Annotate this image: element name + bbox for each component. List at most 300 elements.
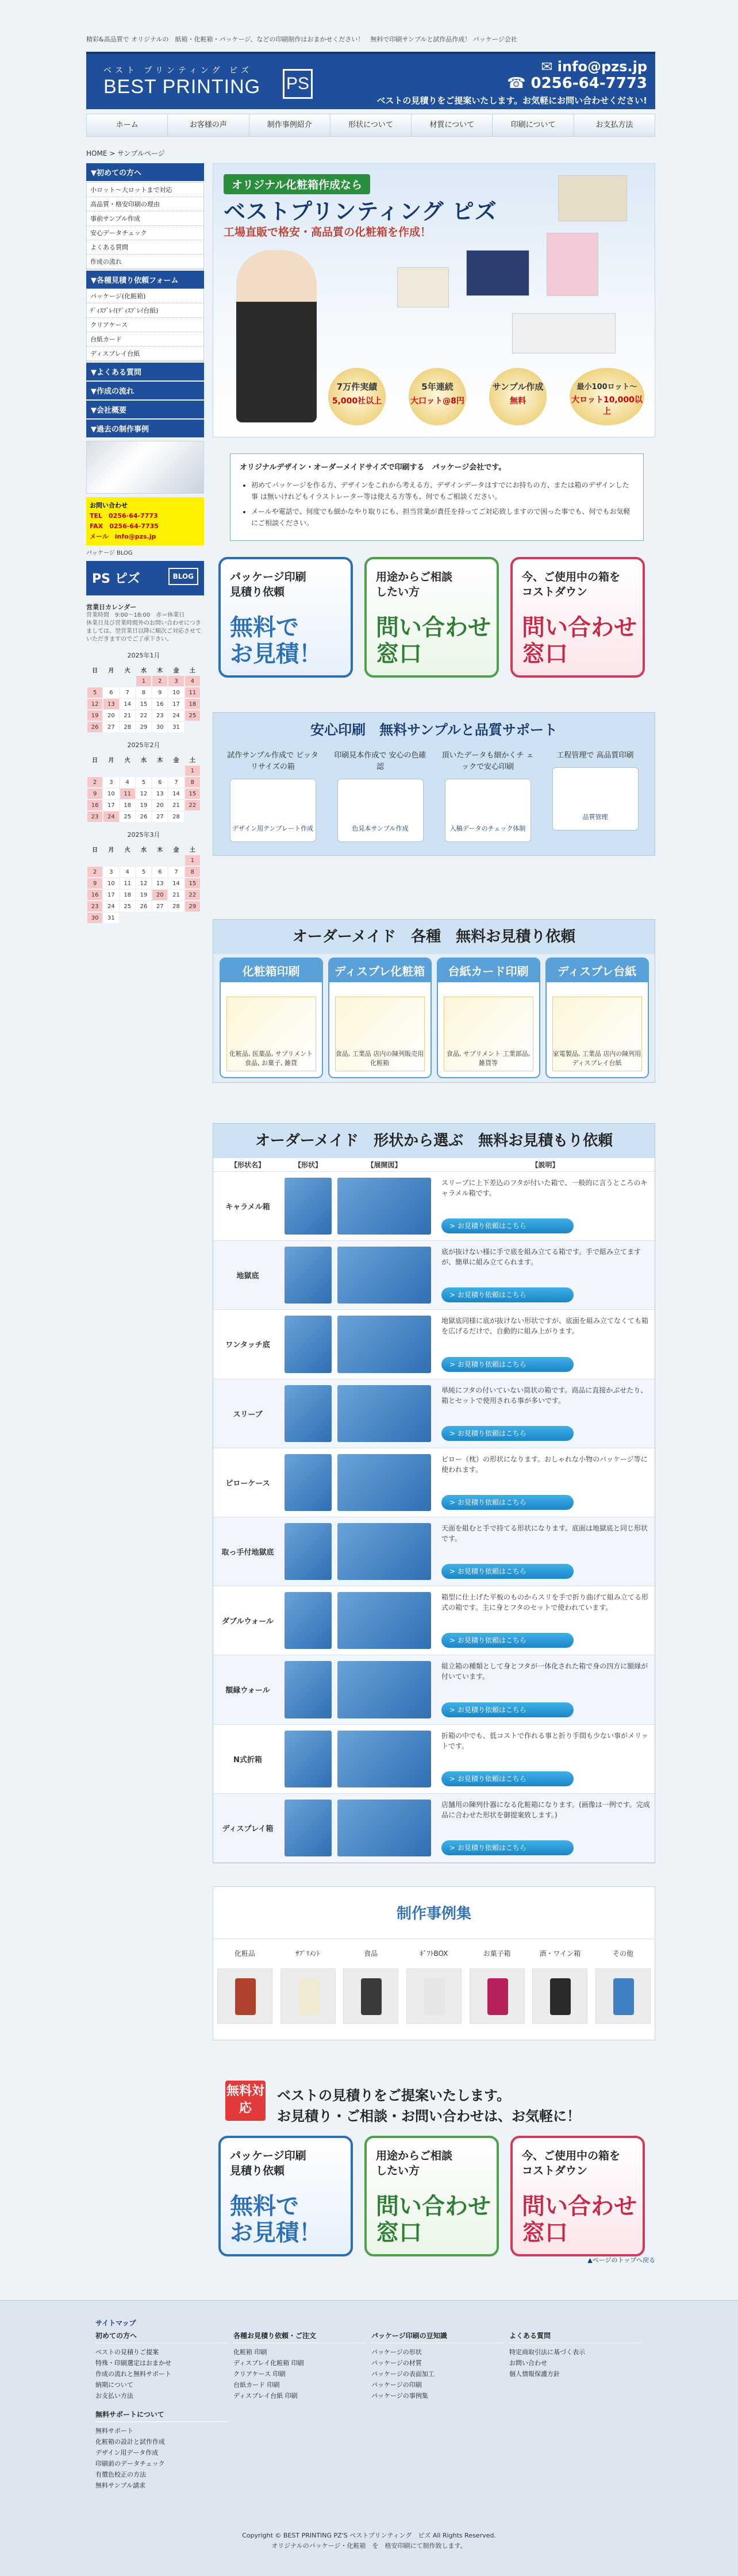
calendar-day: 21 [168, 800, 183, 810]
shape-description-text: 底が抜けない様に手で底を組み立てる箱です。手で組み立てますが、簡単に組み立てられます。 [441, 1248, 641, 1267]
calendar-weekday: 日 [92, 757, 98, 764]
calendar-note: 休業日及び営業時間外のお問い合わせにつきましては、翌営業日以降に順次ご対応させていただきますのでご了承下さい。 [86, 620, 201, 643]
calendar-day [168, 913, 183, 923]
calendar-day: 24 [103, 812, 118, 822]
nav-materials[interactable]: 材質について [412, 114, 493, 136]
footer-link[interactable]: 作成の流れと無料サポート [95, 2370, 171, 2378]
calendar-day: 14 [168, 789, 183, 799]
footer-col-forms [233, 2331, 366, 2401]
development-image[interactable] [337, 1661, 431, 1718]
sidebar-item[interactable]: クリアケース [87, 318, 203, 332]
case-item[interactable] [594, 1948, 652, 2024]
case-item[interactable] [279, 1948, 337, 2024]
shape-description-text: 地獄底同様に底が抜けない形状ですが、底面を組み立てなくても箱を広げるだけで、自動的に組み上がります。 [441, 1317, 649, 1336]
sample-item[interactable] [439, 750, 537, 842]
development-image[interactable] [337, 1385, 431, 1442]
cta-estimate-button[interactable] [218, 2136, 353, 2256]
shape-image[interactable] [285, 1454, 332, 1511]
bottom-line2: お見積り・ご相談・お問い合わせは、お気軽に！ [277, 2108, 581, 2124]
sidebar-item[interactable]: 事前サンプル作成 [87, 212, 203, 226]
calendar-month: 2025年3月 [127, 831, 160, 839]
bottom-cta [213, 2081, 655, 2270]
hero-badge-sample [489, 368, 547, 425]
calendar-day [152, 766, 167, 776]
footer-link[interactable]: ディスプレイ化粧箱 印刷 [233, 2359, 304, 2367]
sidebar-item[interactable]: ﾃﾞｨｽﾌﾟﾚｲ(ﾃﾞｨｽﾌﾟﾚｲ台紙) [87, 303, 203, 318]
calendar-day: 17 [168, 699, 183, 709]
calendar-day [103, 855, 118, 866]
calendar-day [136, 913, 151, 923]
calendar-day: 23 [87, 812, 102, 822]
calendar-weekday: 日 [92, 847, 98, 853]
shape-description [435, 1310, 656, 1378]
data-check-icon: 入稿データのチェック体制 [445, 779, 531, 842]
sidebar-head-first[interactable]: ▼初めての方へ [86, 163, 204, 182]
sidebar-item[interactable]: 作成の流れ [87, 255, 203, 269]
calendar-weekday: 土 [189, 847, 195, 853]
footer-col-title[interactable]: 無料サポートについて [95, 2409, 228, 2422]
calendar-day: 16 [152, 699, 167, 709]
calendar-day: 22 [185, 890, 200, 900]
calendar-day: 6 [103, 687, 118, 698]
cta-main [376, 614, 491, 667]
nav-payment[interactable]: お支払方法 [595, 121, 633, 129]
contact-tel[interactable]: TEL 0256-64-7773 [90, 512, 158, 520]
footer-link[interactable]: パッケージの材質 [371, 2359, 422, 2367]
calendar-day: 21 [168, 890, 183, 900]
calendar-day: 11 [120, 789, 135, 799]
header-mail-link[interactable]: ✉ info@pzs.jp [541, 59, 647, 75]
calendar-day: 14 [168, 878, 183, 889]
footer-link[interactable]: ベストの見積りご提案 [95, 2348, 159, 2356]
shape-image[interactable] [285, 1523, 332, 1580]
sidebar-products-image[interactable] [86, 441, 204, 494]
badge-label: 7万件実績 [336, 382, 378, 392]
hero-product-image [397, 267, 449, 307]
cta-consult-button[interactable] [364, 557, 499, 678]
cta-main [376, 2193, 491, 2246]
cta-sub [230, 570, 306, 599]
quality-icon: 品質管理 [552, 767, 639, 831]
footer-link[interactable]: 納期について [95, 2381, 133, 2389]
case-image [343, 1968, 398, 2024]
calendar-day: 19 [136, 890, 151, 900]
calendar-day [87, 676, 102, 686]
shape-row [213, 1379, 655, 1448]
nav-voices[interactable]: お客様の声 [168, 114, 249, 136]
free-badge: 無料対応 [225, 2081, 266, 2121]
calendar-day: 7 [168, 867, 183, 877]
shape-image[interactable] [285, 1800, 332, 1856]
sample-item[interactable] [332, 750, 429, 842]
calendar-weekday: 月 [108, 847, 114, 853]
shape-row [213, 1725, 655, 1794]
order-card-text: 化粧品, 医薬品, サプリメント 食品, お菓子, 雑貨 [226, 997, 316, 1071]
footer-link[interactable]: 特殊・印刷選定はおまかせ [95, 2359, 171, 2367]
calendar-month: 2025年1月 [127, 652, 160, 659]
shape-description-text: スリーブに上下差込のフタが付いた箱で、一般的に言うところのキャラメル箱です。 [441, 1179, 648, 1197]
shape-rows [213, 1172, 655, 1863]
calendar-day: 22 [185, 800, 200, 810]
estimate-request-button[interactable]: > お見積り依頼はこちら [441, 1287, 574, 1302]
hero-banner [213, 163, 655, 437]
estimate-request-button[interactable]: > お見積り依頼はこちら [441, 1426, 574, 1441]
calendar-day [103, 676, 118, 686]
shape-description-text: 店舗用の陳列什器になる化粧箱になります。(画像は一例です。完成品に合わせた形状を御提案致します。) [441, 1800, 650, 1819]
case-label: お菓子箱 [483, 1949, 511, 1958]
shape-image[interactable] [285, 1385, 332, 1442]
cta-sub [230, 2148, 306, 2178]
calendar-day: 21 [120, 710, 135, 721]
contact-mail[interactable]: メール info@pzs.jp [90, 533, 156, 540]
sidebar [86, 163, 204, 924]
cta-estimate-button[interactable] [218, 557, 353, 678]
sample-item-text: 印刷見本作成で 安心の色確認 [334, 751, 426, 771]
sidebar-list-forms [86, 289, 204, 362]
sidebar-head-company[interactable]: ▼会社概要 [86, 401, 204, 418]
case-item[interactable] [216, 1948, 274, 2024]
order-card-title: ディスプレ化粧箱 [329, 959, 430, 982]
logo-text[interactable]: BEST PRINTING [103, 76, 261, 98]
calendar-day: 10 [103, 789, 118, 799]
sidebar-head-forms[interactable]: ▼各種見積り依頼フォーム [86, 271, 204, 289]
calendar [86, 830, 201, 924]
header-message: ベストの見積りをご提案いたします。お気軽にお問い合わせください! [376, 95, 647, 106]
calendar-day: 15 [185, 789, 200, 799]
case-image [217, 1968, 272, 2024]
shape-section [213, 1123, 655, 1863]
sidebar-item[interactable]: 台紙カード [87, 332, 203, 347]
calendar-day: 26 [136, 812, 151, 822]
shape-image[interactable] [285, 1247, 332, 1304]
case-label: その他 [613, 1949, 634, 1958]
intro-item: • メールや電話で、何度でも細かなやり取りにも、担当営業が責任を持ってご対応致しますので困った事でも、何でもお気軽にご相談ください。 [251, 506, 634, 529]
order-card-text: 食品, サプリメント 工業部品, 雑貨等 [444, 997, 533, 1071]
development-image[interactable] [337, 1247, 431, 1304]
nav-home[interactable]: ホーム [87, 114, 168, 136]
shape-description [435, 1241, 656, 1309]
case-item[interactable] [342, 1948, 399, 2024]
development-image[interactable] [337, 1178, 431, 1235]
calendar-day [103, 766, 118, 776]
order-card-title: 化粧箱印刷 [221, 959, 322, 982]
calendar-day: 5 [136, 777, 151, 787]
calendar-day: 18 [120, 800, 135, 810]
calendar-day: 25 [120, 901, 135, 912]
cta-sub-line1: パッケージ印刷 [230, 571, 306, 583]
calendar-day [120, 855, 135, 866]
calendar-weekday: 月 [108, 757, 114, 764]
cta-main-line1: 問い合わせ [522, 2193, 637, 2220]
hero-product-image [512, 313, 616, 353]
calendar-weekday: 金 [173, 667, 179, 674]
calendar-day: 17 [103, 890, 118, 900]
nav-shapes[interactable]: 形状について [330, 114, 412, 136]
calendar-day: 30 [152, 722, 167, 732]
cta-main-line2: 窓口 [376, 641, 422, 667]
estimate-request-button[interactable]: > お見積り依頼はこちら [441, 1495, 574, 1510]
shape-description [435, 1655, 656, 1724]
footer-link[interactable]: お支払い方法 [95, 2392, 133, 2400]
calendar-weekday: 木 [157, 757, 163, 764]
sidebar-item[interactable]: よくある質問 [87, 240, 203, 255]
sidebar-list-first [86, 182, 204, 270]
footer-link[interactable]: パッケージの事例集 [371, 2392, 428, 2400]
calendar-day: 4 [185, 676, 200, 686]
cta-consult-button[interactable] [364, 2136, 499, 2256]
intro-box [230, 453, 644, 541]
calendar-day: 3 [103, 777, 118, 787]
calendar-month: 2025年2月 [127, 741, 160, 749]
calendar-day: 10 [103, 878, 118, 889]
cta-main [522, 614, 637, 667]
cta-sub-line1: 用途からご相談 [376, 571, 453, 583]
footer-link[interactable]: 無料サンプル請求 [95, 2482, 146, 2489]
calendar-day: 11 [120, 878, 135, 889]
cta-sub-line2: 見積り依頼 [230, 586, 285, 598]
development-image[interactable] [337, 1800, 431, 1856]
shape-name: 額縁ウォール [225, 1686, 270, 1695]
calendar-day: 5 [136, 867, 151, 877]
footer-link[interactable]: 有償色校正の方法 [95, 2471, 146, 2478]
calendars [86, 651, 204, 924]
shape-row [213, 1517, 655, 1586]
cta-sub [522, 570, 620, 599]
order-card-display-mount[interactable] [545, 958, 649, 1078]
calendar-weekday: 金 [173, 757, 179, 764]
calendar-weekday: 金 [173, 847, 179, 853]
calendar-day: 23 [87, 901, 102, 912]
shape-description-text: 箱型に仕上げた平板のものからスリを手で折り曲げて組み立てる形式の箱です。主に身とフタのセットで使われています。 [441, 1593, 649, 1612]
logo-mark[interactable]: PS [283, 69, 313, 99]
copyright-sub: オリジナルのパッケージ・化粧箱 を 格安印刷にて制作致します。 [271, 2542, 467, 2550]
calendar-day [87, 766, 102, 776]
intro-item: • 初めてパッケージを作る方、デザインをこれから考える方、デザインデータはすでにお持ちの方、または箱のデザインした事 は無いけれどもイラストレーター等は使える方等も、何でもご相談ください。 [251, 479, 634, 502]
logo-kana: ベスト プリンティング ピズ [103, 66, 252, 75]
calendar-day: 7 [168, 777, 183, 787]
cta-main-line1: 問い合わせ [522, 614, 637, 641]
footer-link[interactable]: パッケージの形状 [371, 2348, 422, 2356]
col-development: 【展開図】 [367, 1161, 402, 1169]
estimate-request-button[interactable]: > お見積り依頼はこちら [441, 1218, 574, 1233]
col-description: 【説明】 [531, 1161, 559, 1169]
sidebar-item[interactable]: 小ロット〜大ロットまで対応 [87, 183, 203, 197]
sidebar-head-flow[interactable]: ▼作成の流れ [86, 382, 204, 399]
calendar-day: 27 [152, 901, 167, 912]
hero-badge-results [328, 368, 386, 425]
footer-link[interactable]: 無料サポート [95, 2427, 133, 2435]
development-image[interactable] [337, 1316, 431, 1372]
order-card-title: 台紙カード印刷 [438, 959, 539, 982]
cta-costdown-button[interactable] [510, 2136, 645, 2256]
cta-main-line2: お見積！ [230, 2219, 322, 2246]
calendar-day: 3 [168, 676, 183, 686]
calendar-day: 18 [120, 890, 135, 900]
bottom-line1: ベストの見積りをご提案いたします。 [277, 2087, 511, 2104]
calendar-day: 9 [87, 789, 102, 799]
footer-col-title[interactable]: 各種お見積り依頼・ご注文 [233, 2331, 366, 2343]
cta-sub [376, 2148, 452, 2178]
breadcrumb[interactable]: HOME > サンプルページ [86, 149, 165, 157]
shape-image[interactable] [285, 1178, 332, 1235]
calendar-day: 6 [152, 777, 167, 787]
shape-image[interactable] [285, 1661, 332, 1718]
contact-title: お問い合わせ [90, 502, 128, 509]
order-card-card-mount[interactable] [437, 958, 540, 1078]
calendar-day: 12 [136, 878, 151, 889]
calendar-day: 12 [87, 699, 102, 709]
page-top-link[interactable]: ▲ページのトップへ戻る [587, 2256, 655, 2264]
footer-link[interactable]: 個人情報保護方針 [509, 2370, 560, 2378]
order-card-title: ディスプレ台紙 [547, 959, 648, 982]
sample-item-text: 工程管理で 高品質印刷 [556, 751, 634, 760]
footer-link[interactable]: 台紙カード 印刷 [233, 2381, 280, 2389]
shape-row [213, 1310, 655, 1379]
footer-link[interactable]: パッケージの表面加工 [371, 2370, 435, 2378]
estimate-request-button[interactable]: > お見積り依頼はこちら [441, 1564, 574, 1579]
calendar-day: 20 [152, 890, 167, 900]
calendar-weekday: 水 [140, 757, 147, 764]
estimate-request-button[interactable]: > お見積り依頼はこちら [441, 1702, 574, 1717]
cases-section [213, 1886, 655, 2040]
header [86, 52, 655, 109]
calendar-day: 19 [136, 800, 151, 810]
blog-banner[interactable] [86, 561, 204, 595]
shape-description [435, 1794, 656, 1862]
calendar-day: 8 [185, 867, 200, 877]
calendar-day: 19 [87, 710, 102, 721]
calendar-weekday: 木 [157, 847, 163, 853]
calendar-day: 12 [136, 789, 151, 799]
case-image [470, 1968, 525, 2024]
cta-main-line1: 問い合わせ [376, 614, 491, 641]
main-content [213, 163, 655, 2270]
footer-link[interactable]: お問い合わせ [509, 2359, 547, 2367]
shape-image[interactable] [285, 1316, 332, 1372]
sidebar-contact [86, 497, 204, 545]
sample-item-text: 頂いたデータも細かくチ ェックで安心印刷 [441, 751, 534, 771]
order-card-cosmetic-box[interactable] [220, 958, 323, 1078]
calendar-day: 25 [185, 710, 200, 721]
calendar-day [152, 855, 167, 866]
cta-sub-line1: 今、ご使用中の箱を [522, 571, 621, 583]
calendar-day: 28 [120, 722, 135, 732]
calendar-day [120, 766, 135, 776]
footer-link[interactable]: クリアケース 印刷 [233, 2370, 286, 2378]
footer-link[interactable]: 化粧箱 印刷 [233, 2348, 267, 2356]
estimate-request-button[interactable]: > お見積り依頼はこちら [441, 1633, 574, 1648]
sample-item[interactable] [224, 750, 322, 842]
calendar-day: 13 [152, 789, 167, 799]
case-item[interactable] [531, 1948, 589, 2024]
order-card-display-box[interactable] [328, 958, 432, 1078]
case-label: ｻﾌﾟﾘﾒﾝﾄ [295, 1949, 320, 1958]
cta-main [522, 2193, 637, 2246]
shape-name: キャラメル箱 [225, 1203, 270, 1212]
cta-main-line2: 窓口 [522, 641, 568, 667]
sidebar-item[interactable]: ディスプレイ台紙 [87, 347, 203, 361]
calendar-day: 23 [152, 710, 167, 721]
calendar-day: 28 [168, 901, 183, 912]
sidebar-item[interactable]: パッケージ(化粧箱) [87, 289, 203, 303]
sidebar-item[interactable]: 安心データチェック [87, 226, 203, 240]
calendar-day: 2 [87, 777, 102, 787]
calendar-hours: 営業時間 9:00〜18:00 赤＝休業日 [86, 612, 185, 618]
cta-main-line2: お見積！ [230, 641, 322, 667]
calendar-day: 16 [87, 800, 102, 810]
sidebar-head-works[interactable]: ▼過去の制作事例 [86, 420, 204, 437]
nav-printing[interactable]: 印刷について [493, 114, 574, 136]
estimate-request-button[interactable]: > お見積り依頼はこちら [441, 1357, 574, 1372]
footer-link[interactable]: ディスプレイ台紙 印刷 [233, 2392, 298, 2400]
calendar [86, 651, 201, 733]
calendar-day: 17 [103, 800, 118, 810]
header-tel[interactable]: ☎ 0256-64-7773 [507, 75, 647, 92]
case-item[interactable] [405, 1948, 463, 2024]
template-icon: デザイン用テンプレート作成 [230, 779, 316, 842]
development-image[interactable] [337, 1592, 431, 1649]
copyright: Copyright © BEST PRINTING PZ'S ベストプリンティング ピズ All Rights Reserved. [242, 2532, 496, 2539]
calendar-day: 20 [103, 710, 118, 721]
footer-col-title[interactable]: パッケージ印刷の豆知識 [371, 2331, 503, 2343]
case-item[interactable] [468, 1948, 526, 2024]
sample-title: 安心印刷 無料サンプルと品質サポート [310, 722, 558, 738]
cta-main [230, 614, 322, 667]
footer-link[interactable]: デザイン用データ作成 [95, 2449, 159, 2456]
sample-item[interactable] [547, 750, 644, 842]
footer-link[interactable]: 特定商取引法に基づく表示 [509, 2348, 585, 2356]
hero-ribbon: オリジナル化粧箱作成なら [224, 174, 370, 194]
calendar-day: 2 [87, 867, 102, 877]
col-name: 【形状名】 [230, 1161, 265, 1169]
blog-tag: BLOG [168, 568, 198, 585]
cta-main-line1: 無料で [230, 2193, 299, 2220]
development-image[interactable] [337, 1523, 431, 1580]
top-note: 精彩&高品質で オリジナルの 紙箱・化粧箱・パッケージ、などの印刷制作はおまかせください！ 無料で印刷サンプルと試作品作成！ パッケージ会社 [86, 36, 517, 43]
calendar-day [120, 913, 135, 923]
footer-link[interactable]: 化粧箱の設計と試作作成 [95, 2438, 165, 2446]
calendar-day: 27 [103, 722, 118, 732]
shape-image[interactable] [285, 1592, 332, 1649]
hero-title: ベストプリンティング ピズ [224, 199, 497, 224]
footer-col-title[interactable]: 初めての方へ [95, 2331, 228, 2343]
shape-name: ダブルウォール [222, 1617, 274, 1627]
footer-col-title[interactable]: よくある質問 [509, 2331, 641, 2343]
calendar-day: 15 [185, 878, 200, 889]
nav-cases[interactable]: 制作事例紹介 [249, 114, 330, 136]
estimate-request-button[interactable]: > お見積り依頼はこちら [441, 1840, 574, 1855]
cta-costdown-button[interactable] [510, 557, 645, 678]
estimate-request-button[interactable]: > お見積り依頼はこちら [441, 1771, 574, 1786]
footer-link[interactable]: 印刷前のデータチェック [95, 2460, 165, 2467]
case-image [280, 1968, 336, 2024]
calendar-day: 30 [87, 913, 102, 923]
shape-description-text: 単純にフタの付いていない筒状の箱です。商品に直接かぶせたり、箱とセットで使用される事が多いです。 [441, 1386, 648, 1405]
sidebar-head-faq[interactable]: ▼よくある質問 [86, 363, 204, 380]
calendar-day: 4 [120, 867, 135, 877]
cta-row [218, 557, 655, 678]
shape-image[interactable] [285, 1731, 332, 1787]
development-image[interactable] [337, 1454, 431, 1511]
calendar-day: 4 [120, 777, 135, 787]
sidebar-item[interactable]: 高品質・格安印刷の理由 [87, 197, 203, 212]
footer-link[interactable]: パッケージの印刷 [371, 2381, 422, 2389]
footer [0, 2300, 738, 2576]
development-image[interactable] [337, 1731, 431, 1787]
calendar-day: 11 [185, 687, 200, 698]
calendar-day: 16 [87, 890, 102, 900]
case-grid [213, 1939, 655, 2024]
